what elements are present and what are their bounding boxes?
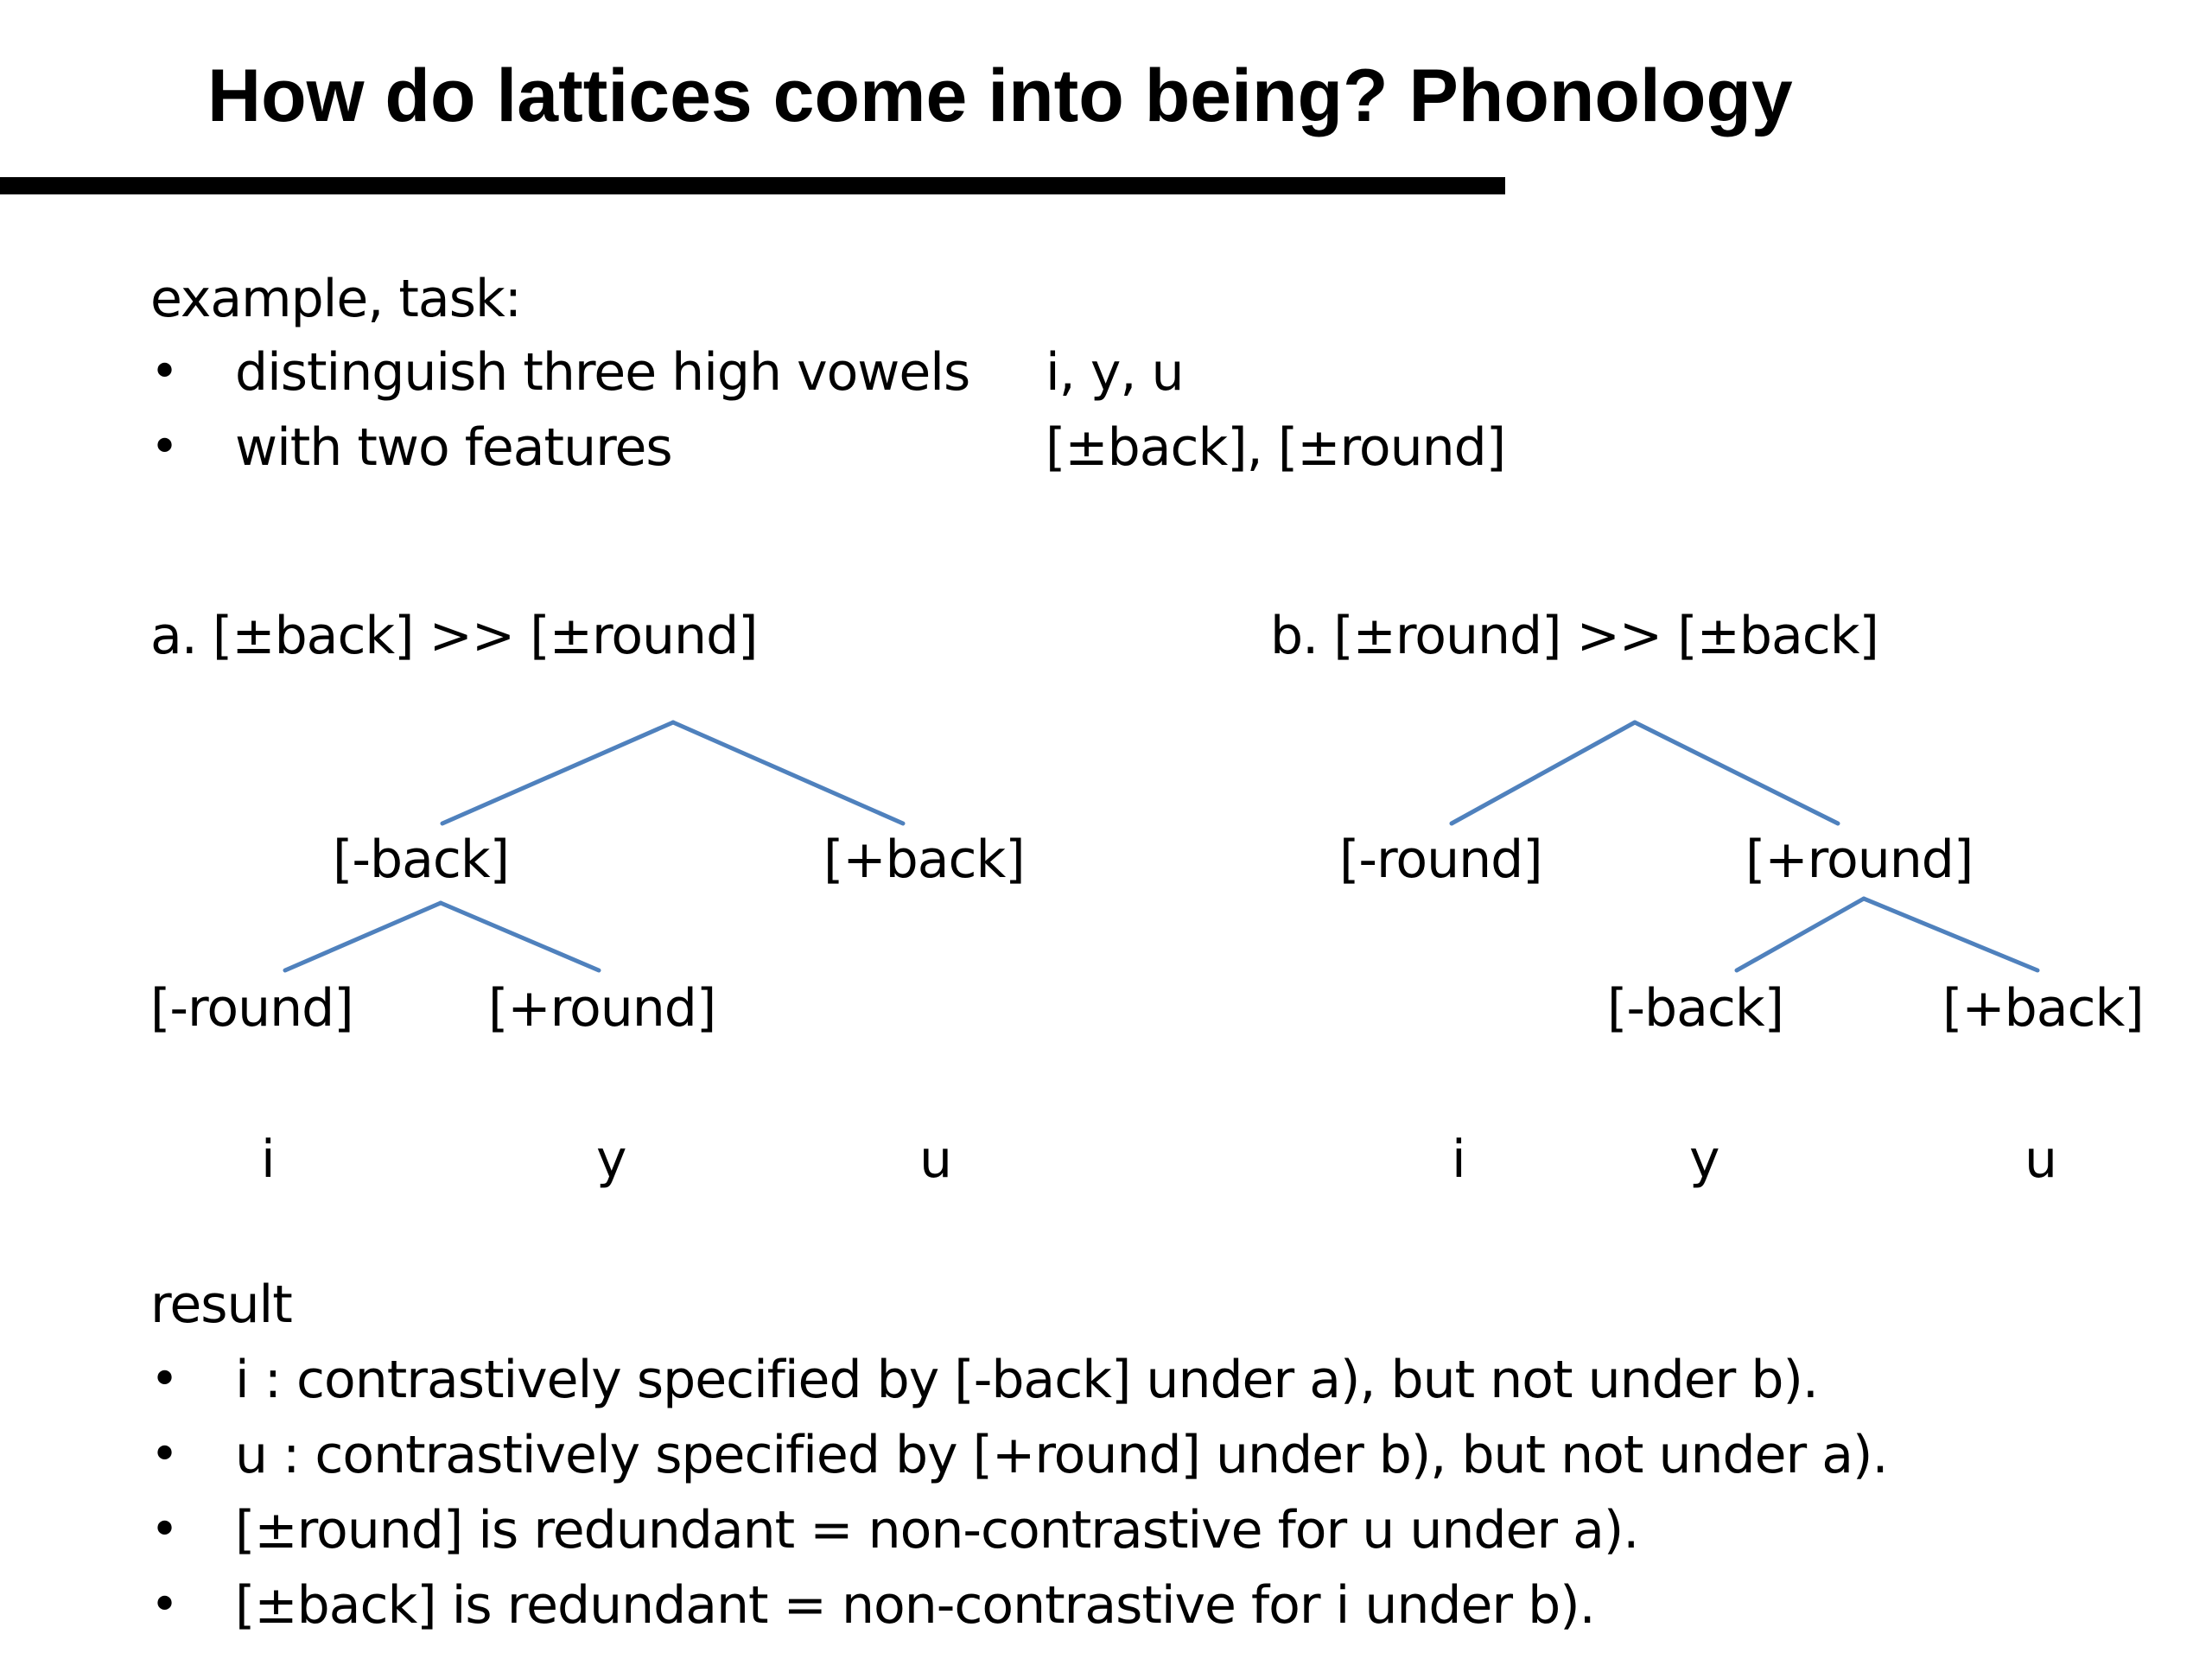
result-item-2: u : contrastively specified by [+round] under b), but not under a). [235,1425,1888,1485]
tree-b-sub-branch-left [1737,899,1864,970]
result-heading: result [150,1274,292,1335]
bullet: • [150,1577,180,1633]
bullet: • [150,1351,180,1408]
tree-b-branch-left [1452,722,1635,823]
bullet: • [150,344,180,400]
tree-a-sub-branch-left [285,903,441,970]
tree-b-leaf-i: i [1452,1129,1465,1190]
tree-b-leaf-y: y [1689,1129,1719,1190]
tree-b-minus-round: [-round] [1339,830,1542,890]
tree-b-plus-back: [+back] [1942,978,2144,1039]
bullet: • [150,1427,180,1483]
tree-b-plus-round: [+round] [1745,830,1974,890]
tree-b-minus-back: [-back] [1607,978,1784,1039]
task-2-value: [±back], [±round] [1046,417,1506,478]
tree-a-leaf-y: y [596,1129,626,1190]
tree-a-leaf-i: i [261,1129,275,1190]
result-item-3: [±round] is redundant = non-contrastive for u under a). [235,1500,1639,1560]
task-1-value: i, y, u [1046,342,1184,403]
task-1-text: distinguish three high vowels [235,342,970,403]
tree-a-plus-round: [+round] [488,978,716,1039]
tree-a-label: a. [±back] >> [±round] [150,606,758,666]
tree-a-sub-branch-right [441,903,599,970]
task-2-text: with two features [235,417,672,478]
tree-b-leaf-u: u [2024,1129,2057,1190]
tree-a-branch-left [442,722,673,823]
tree-b-branch-right [1635,722,1838,823]
tree-a-plus-back: [+back] [823,830,1025,890]
slide-title: How do lattices come into being? Phonology [207,54,1793,137]
tree-a-minus-back: [-back] [333,830,510,890]
bullet: • [150,1502,180,1558]
tree-a-leaf-u: u [919,1129,952,1190]
bullet: • [150,419,180,475]
intro-text: example, task: [150,269,521,329]
result-item-1: i : contrastively specified by [-back] under a), but not under b). [235,1350,1818,1410]
result-item-4: [±back] is redundant = non-contrastive for i under b). [235,1575,1595,1636]
tree-b-sub-branch-right [1864,899,2037,970]
tree-a-branch-right [673,722,903,823]
tree-a-minus-round: [-round] [150,978,353,1039]
tree-b-label: b. [±round] >> [±back] [1270,606,1878,666]
